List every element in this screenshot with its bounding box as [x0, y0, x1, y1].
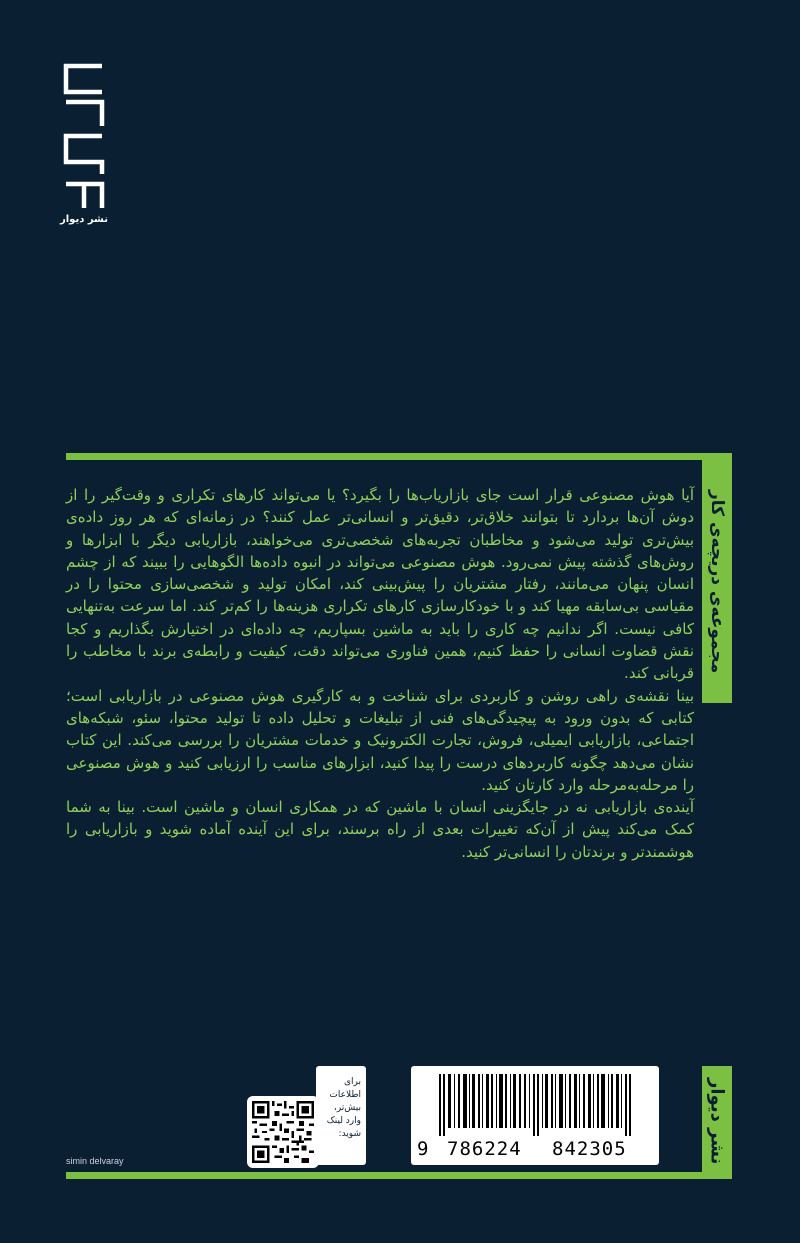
series-tab	[702, 460, 732, 703]
publisher-logo	[62, 62, 106, 212]
qr-code-pattern	[252, 1101, 314, 1163]
isbn-lead-digit: 9	[417, 1138, 429, 1160]
qr-note: برای اطلاعات بیش‌تر، وارد لینک شوید:	[316, 1066, 366, 1165]
isbn-group-2: 842305	[552, 1138, 627, 1160]
series-label: مجموعه‌ی دریچه‌ی کار	[707, 489, 727, 674]
bottom-accent-bar	[66, 1172, 732, 1179]
blurb-paragraph: آینده‌ی بازاریابی نه در جایگزینی انسان با ماشین که در همکاری انسان و ماشین است. بینا به شما کمک می‌کند پیش از آن‌که تغییرات بعدی از راه برسند، برای این آینده آماده شوید و بازاریابی را هوشمندتر و برندتان را انسانی‌تر کنید.	[66, 798, 694, 861]
designer-credit: simin delvaray	[66, 1156, 124, 1166]
logo-caption: نشر دیوار	[60, 214, 108, 225]
barcode-bars	[417, 1074, 653, 1136]
isbn-group-1: 786224	[447, 1138, 522, 1160]
qr-code[interactable]	[247, 1096, 319, 1168]
blurb-paragraph: بینا نقشه‌ی راهی روشن و کاربردی برای شناخت و به کارگیری هوش مصنوعی در بازاریابی است؛ کتابی که بدون ورود به پیچیدگی‌های فنی از تبلیغات و تحلیل داده تا تولید محتوا، سئو، شبکه‌های اجتماعی، بازاریابی ایمیلی، فروش، تجارت الکترونیک و خدمات مشتریان را بررسی می‌کند. این کتاب نشان می‌دهد چگونه کاربردهای درست را پیدا کنید، ابزارهای مناسب را ارزیابی کنید و هوش مصنوعی را مرحله‌به‌مرحله وارد کارتان کنید.	[66, 686, 694, 794]
publisher-label: نشر دیوار	[706, 1077, 728, 1165]
blurb-paragraph: آیا هوش مصنوعی قرار است جای بازاریاب‌ها را بگیرد؟ یا می‌تواند کارهای تکراری و وقت‌گیر را از دوش آن‌ها بردارد تا بتوانند خلاق‌تر، دقیق‌تر و انسانی‌تر عمل کنند؟ در زمانه‌ای که هر روز داده‌ی بیش‌تری تولید می‌شود و مخاطبان تجربه‌های شخصی‌تری می‌خواهند، بازاریابی دیگر با ابزارها و روش‌های گذشته پیش نمی‌رود. هوش مصنوعی می‌تواند در انبوه داده‌ها الگوهایی را ببیند که از چشم انسان پنهان می‌مانند، رفتار مشتریان را پیش‌بینی کند، امکان تولید و شخصی‌سازی محتوا را در مقیاسی بی‌سابقه مهیا کند و با خودکارسازی کارهای تکراری هزینه‌ها را کم‌تر کند. اما سرعت به‌تنهایی کافی نیست. اگر ندانیم چه کاری را باید به ماشین بسپاریم، چه داده‌ای در اختیارش بگذاریم و کجا نقش قضاوت انسانی را حفظ کنیم، همین فناوری می‌تواند دقت، کیفیت و رابطه‌ی برند با مخاطب را قربانی کند.	[66, 486, 694, 683]
isbn-barcode	[411, 1066, 659, 1165]
back-cover-blurb	[66, 484, 694, 863]
publisher-tab	[702, 1066, 732, 1176]
top-accent-bar	[66, 453, 732, 460]
